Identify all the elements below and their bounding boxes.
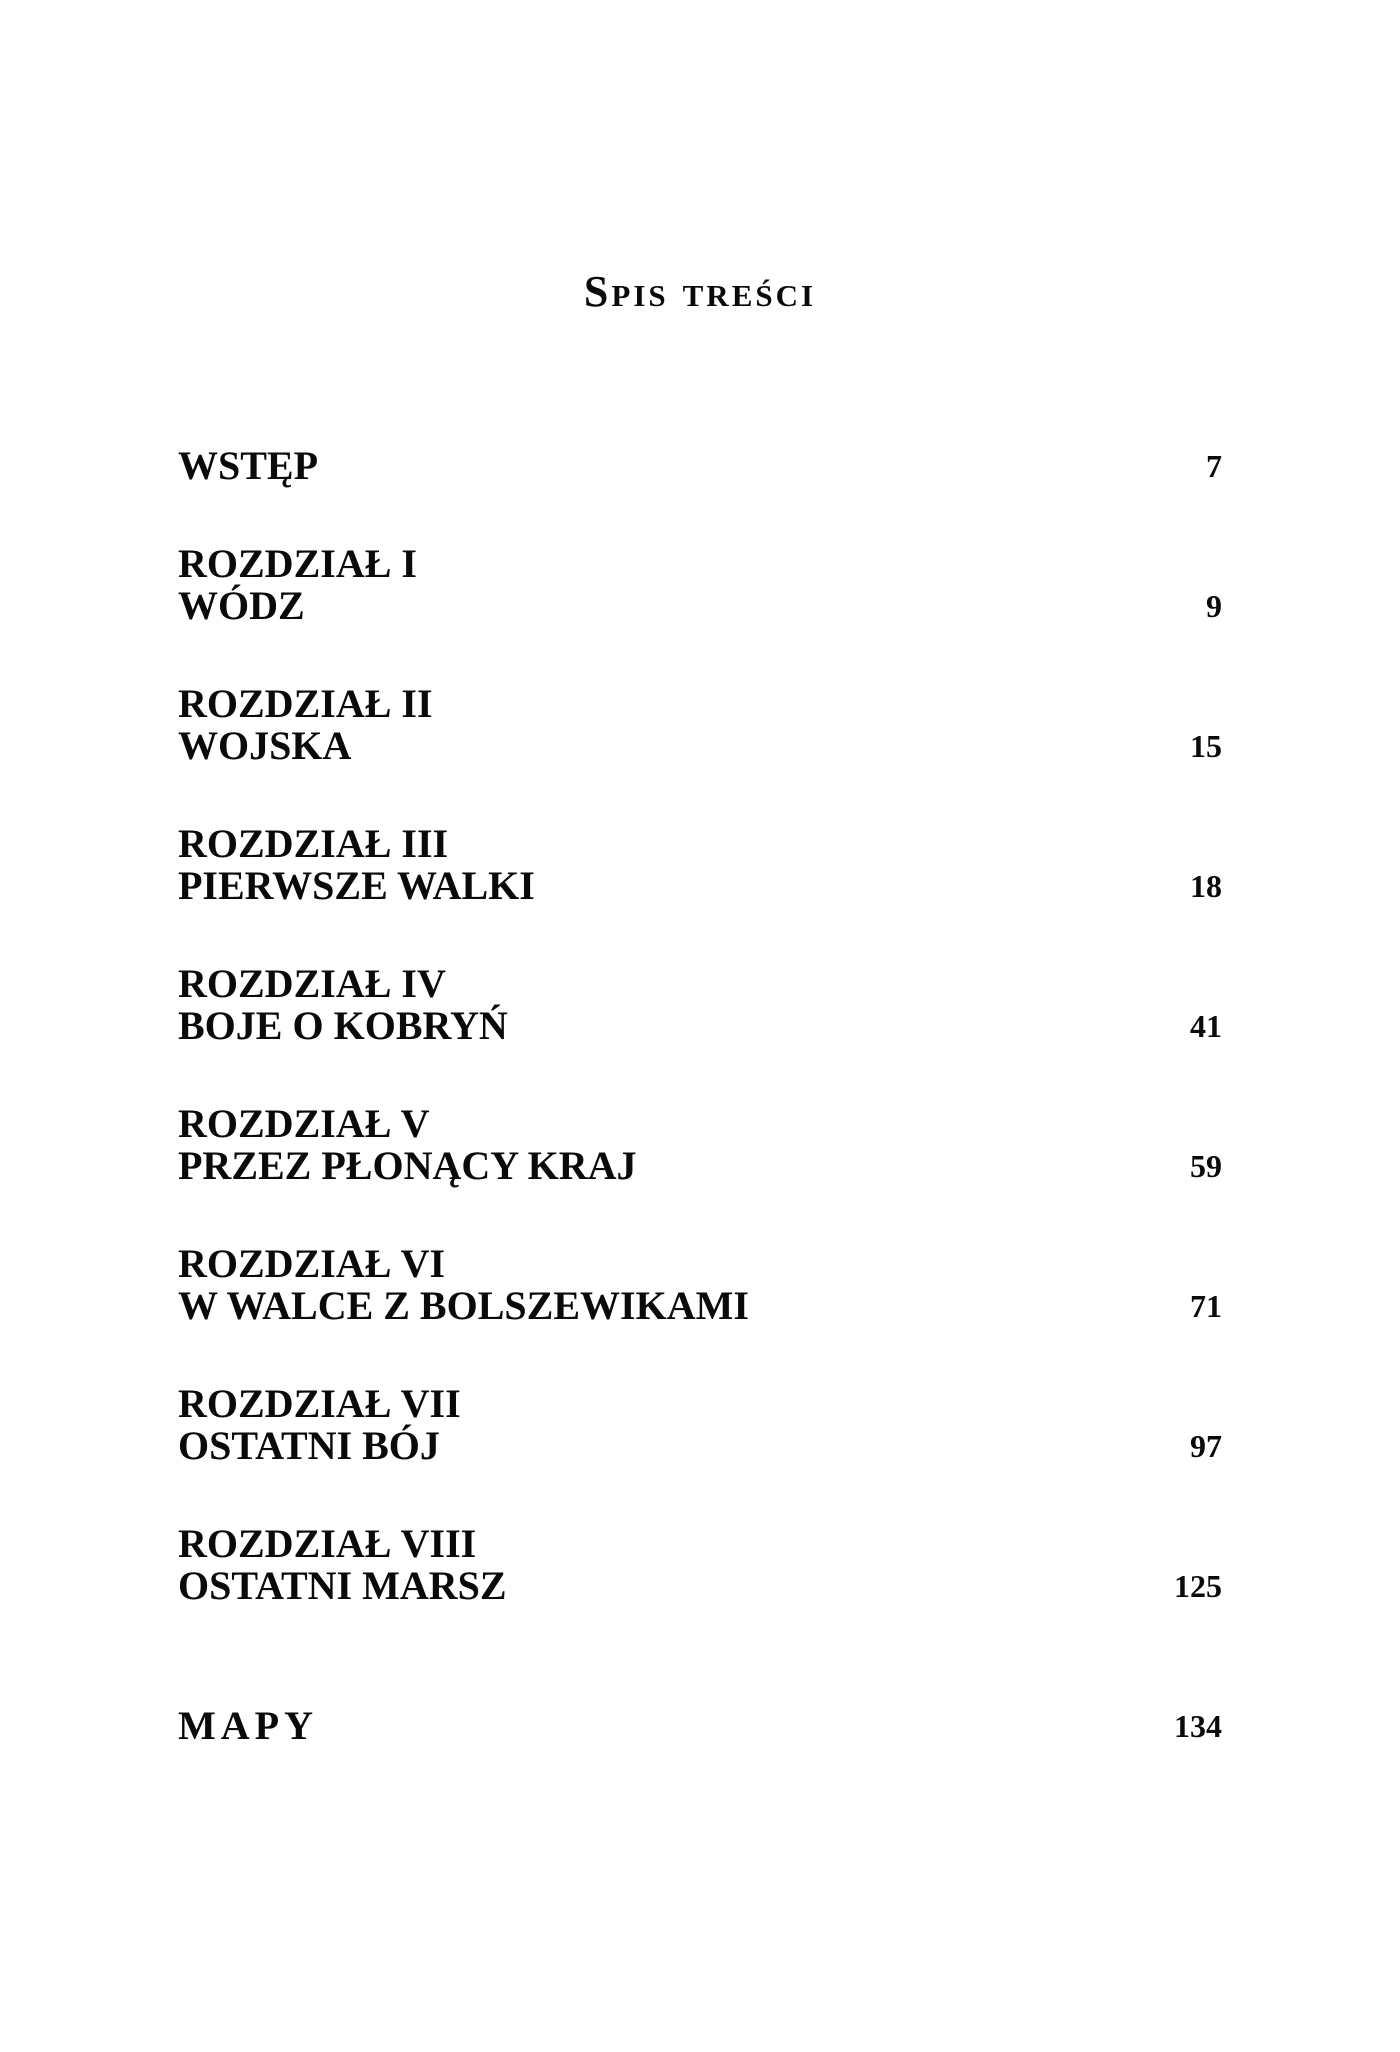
toc-page-number: 18	[1190, 868, 1222, 904]
toc-entry-label: ROZDZIAŁ VI	[178, 1241, 446, 1286]
toc-entry-text	[178, 823, 1058, 907]
toc-page-number: 41	[1190, 1008, 1222, 1044]
toc-page-number: 97	[1190, 1428, 1222, 1464]
toc-entry-title: W WALCE Z BOLSZEWIKAMI	[178, 1283, 749, 1328]
toc-page-number: 9	[1206, 588, 1222, 624]
toc-entry-label: ROZDZIAŁ III	[178, 821, 449, 866]
toc-entry-chapter-4[interactable]	[178, 963, 1222, 1047]
toc-entry-label: ROZDZIAŁ II	[178, 681, 433, 726]
toc-entry-chapter-8[interactable]	[178, 1523, 1222, 1607]
toc-entry-maps[interactable]	[178, 1705, 1222, 1747]
toc-entry-text	[178, 963, 1058, 1047]
toc-entry-title: WSTĘP	[178, 443, 319, 488]
toc-entry-chapter-2[interactable]	[178, 683, 1222, 767]
toc-entry-title: MAPY	[178, 1703, 318, 1748]
toc-entry-label: ROZDZIAŁ VIII	[178, 1521, 477, 1566]
toc-entry-label: ROZDZIAŁ I	[178, 541, 417, 586]
toc-entry-label: ROZDZIAŁ IV	[178, 961, 446, 1006]
toc-entry-title: PIERWSZE WALKI	[178, 863, 535, 908]
toc-entry-text	[178, 683, 1058, 767]
toc-entry-title: BOJE O KOBRYŃ	[178, 1003, 508, 1048]
toc-entry-title: OSTATNI BÓJ	[178, 1423, 440, 1468]
toc-page-number: 15	[1190, 728, 1222, 764]
toc-entry-title: WOJSKA	[178, 723, 352, 768]
toc-entry-text	[178, 445, 1058, 487]
toc-entry-chapter-5[interactable]	[178, 1103, 1222, 1187]
toc-page-number: 71	[1190, 1288, 1222, 1324]
toc-entry-text	[178, 1705, 1058, 1747]
toc-entry-chapter-7[interactable]	[178, 1383, 1222, 1467]
toc-page-number: 7	[1206, 448, 1222, 484]
toc-entry-label: ROZDZIAŁ V	[178, 1101, 430, 1146]
toc-page-number: 134	[1174, 1708, 1222, 1744]
toc-entry-chapter-3[interactable]	[178, 823, 1222, 907]
toc-entry-text	[178, 543, 1058, 627]
toc-entry-chapter-6[interactable]	[178, 1243, 1222, 1327]
toc-entry-title: OSTATNI MARSZ	[178, 1563, 507, 1608]
toc-entry-text	[178, 1243, 1058, 1327]
toc-entry-text	[178, 1523, 1058, 1607]
toc-entry-chapter-1[interactable]	[178, 543, 1222, 627]
toc-entry-label: ROZDZIAŁ VII	[178, 1381, 461, 1426]
toc-entry-title: WÓDZ	[178, 583, 305, 628]
toc-entry-text	[178, 1383, 1058, 1467]
toc-page-number: 125	[1174, 1568, 1222, 1604]
toc-entry-intro[interactable]	[178, 445, 1222, 487]
toc-page-number: 59	[1190, 1148, 1222, 1184]
toc-entry-text	[178, 1103, 1058, 1187]
toc-entry-title: PRZEZ PŁONĄCY KRAJ	[178, 1143, 637, 1188]
page-title: Spis treści	[583, 267, 817, 316]
